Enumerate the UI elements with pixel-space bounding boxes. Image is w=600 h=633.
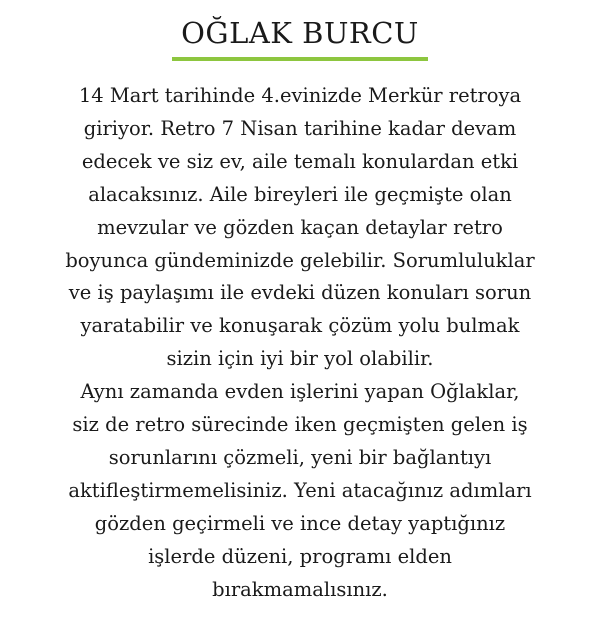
text-line: giriyor. Retro 7 Nisan tarihine kadar devam bbox=[83, 116, 517, 140]
text-line: 14 Mart tarihinde 4.evinizde Merkür retroya bbox=[78, 84, 522, 107]
text-line: bırakmamalısınız. bbox=[212, 577, 388, 601]
text-line: edecek ve siz ev, aile temalı konulardan etki bbox=[81, 149, 519, 173]
body-text bbox=[0, 80, 600, 607]
text-line: siz de retro sürecinde iken geçmişten gelen iş bbox=[72, 413, 528, 437]
page-title: OĞLAK BURCU bbox=[181, 16, 419, 50]
title-underline bbox=[172, 57, 428, 61]
text-line: ve iş paylaşımı ile evdeki düzen konuları sorun bbox=[68, 281, 532, 305]
text-line: Aynı zamanda evden işlerini yapan Oğlaklar, bbox=[80, 380, 520, 404]
text-line: işlerde düzeni, programı elden bbox=[148, 544, 452, 568]
text-line: aktifleştirmemelisiniz. Yeni atacağınız adımları bbox=[68, 478, 532, 502]
text-line: gözden geçirmeli ve ince detay yaptığınız bbox=[94, 511, 506, 535]
text-line: boyunca gündeminizde gelebilir. Sorumluluklar bbox=[65, 248, 535, 272]
text-line: sorunlarını çözmeli, yeni bir bağlantıyı bbox=[108, 445, 492, 469]
text-line: alacaksınız. Aile bireyleri ile geçmişte olan bbox=[88, 182, 512, 206]
text-line: yaratabilir ve konuşarak çözüm yolu bulmak bbox=[80, 314, 520, 338]
text-line: mevzular ve gözden kaçan detaylar retro bbox=[97, 215, 503, 239]
text-line: sizin için iyi bir yol olabilir. bbox=[166, 347, 434, 371]
